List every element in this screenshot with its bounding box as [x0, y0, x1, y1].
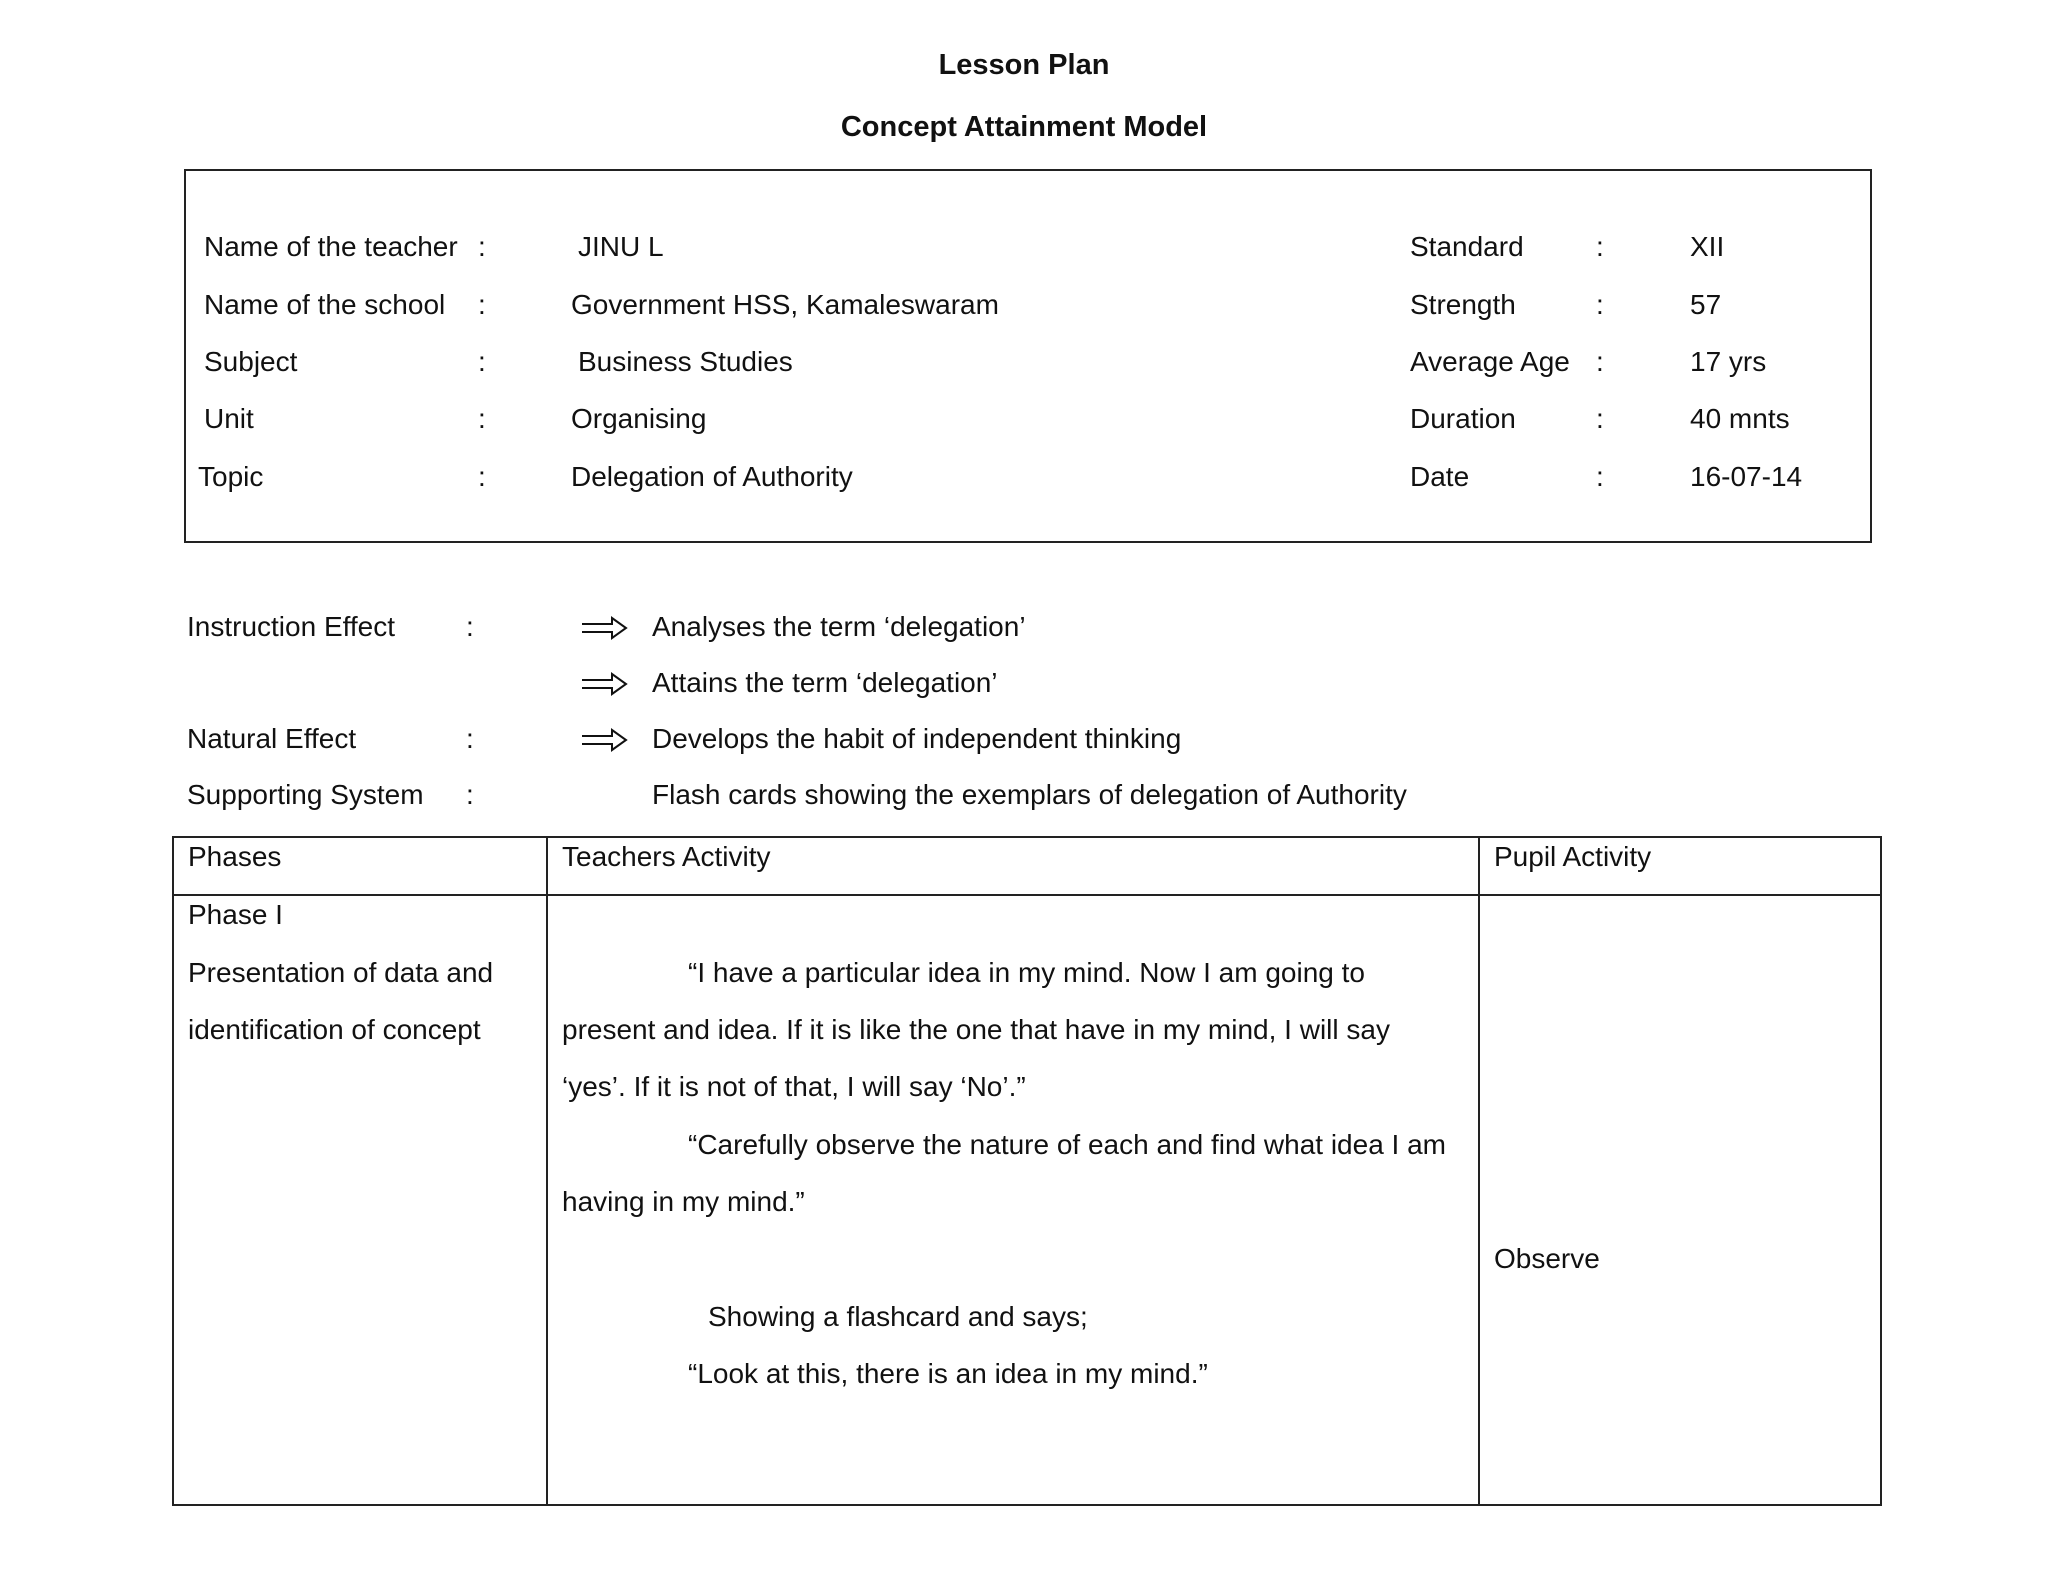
table-header-row	[173, 837, 1881, 895]
teacher-sep: :	[478, 231, 486, 262]
date-value: 16-07-14	[1690, 461, 1803, 492]
lesson-activity-table	[172, 836, 1882, 1506]
subject-value: Business Studies	[578, 346, 793, 377]
unit-label: Unit	[204, 403, 254, 434]
supporting-system-label: Supporting System	[187, 779, 424, 810]
strength-label: Strength	[1410, 289, 1516, 320]
header-pupil-activity	[1479, 837, 1881, 895]
natural-effect-label: Natural Effect	[187, 723, 357, 754]
phase-desc-line2: identification of concept	[188, 1014, 481, 1045]
table-row	[173, 895, 1881, 1505]
header-teachers-activity	[547, 837, 1479, 895]
header-teachers-activity-label: Teachers Activity	[562, 841, 771, 872]
natural-effect-item: Develops the habit of independent thinking	[652, 723, 1182, 754]
instruction-effect-item-1: Analyses the term ‘delegation’	[652, 611, 1026, 642]
pupil-activity-text: Observe	[1494, 1243, 1600, 1274]
topic-sep: :	[478, 461, 486, 492]
duration-label: Duration	[1410, 403, 1516, 434]
teacher-line-6: Showing a flashcard and says;	[708, 1301, 1088, 1332]
page-title: Lesson Plan	[938, 49, 1110, 81]
double-arrow-icon	[580, 616, 628, 640]
teacher-line-3: ‘yes’. If it is not of that, I will say ‘No’.”	[562, 1071, 1026, 1102]
header-pupil-activity-label: Pupil Activity	[1494, 841, 1652, 872]
teacher-activity-cell	[547, 895, 1479, 1505]
phase-cell	[173, 895, 547, 1505]
unit-value: Organising	[571, 403, 707, 434]
school-sep: :	[478, 289, 486, 320]
strength-sep: :	[1596, 289, 1604, 320]
date-sep: :	[1596, 461, 1604, 492]
lesson-info-box	[184, 169, 1872, 543]
teacher-line-1: “I have a particular idea in my mind. Now I am going to	[688, 957, 1365, 988]
instruction-effect-label: Instruction Effect	[187, 611, 396, 642]
standard-label: Standard	[1410, 231, 1524, 262]
duration-value: 40 mnts	[1690, 403, 1790, 434]
instruction-effect-item-2: Attains the term ‘delegation’	[652, 667, 998, 698]
school-label: Name of the school	[204, 289, 446, 320]
average-age-label: Average Age	[1410, 346, 1570, 377]
teacher-line-2: present and idea. If it is like the one that have in my mind, I will say	[562, 1014, 1390, 1045]
average-age-value: 17 yrs	[1690, 346, 1767, 377]
average-age-sep: :	[1596, 346, 1604, 377]
teacher-value: JINU L	[578, 231, 664, 262]
double-arrow-icon	[580, 672, 628, 696]
natural-effect-sep: :	[466, 723, 474, 754]
supporting-system-item: Flash cards showing the exemplars of delegation of Authority	[652, 779, 1407, 810]
topic-label: Topic	[198, 461, 264, 492]
teacher-line-4: “Carefully observe the nature of each and find what idea I am	[688, 1129, 1446, 1160]
strength-value: 57	[1690, 289, 1722, 320]
double-arrow-icon	[580, 728, 628, 752]
supporting-system-sep: :	[466, 779, 474, 810]
duration-sep: :	[1596, 403, 1604, 434]
school-value: Government HSS, Kamaleswaram	[571, 289, 999, 320]
unit-sep: :	[478, 403, 486, 434]
standard-sep: :	[1596, 231, 1604, 262]
instruction-effect-sep: :	[466, 611, 474, 642]
subject-sep: :	[478, 346, 486, 377]
teacher-line-7: “Look at this, there is an idea in my mind.”	[688, 1358, 1208, 1389]
page-subtitle: Concept Attainment Model	[840, 111, 1208, 143]
header-phases-label: Phases	[188, 841, 282, 872]
phase-name: Phase I	[188, 899, 283, 930]
subject-label: Subject	[204, 346, 298, 377]
pupil-activity-cell	[1479, 895, 1881, 1505]
topic-value: Delegation of Authority	[571, 461, 853, 492]
standard-value: XII	[1690, 231, 1725, 262]
teacher-line-5: having in my mind.”	[562, 1186, 805, 1217]
teacher-label: Name of the teacher	[204, 231, 458, 262]
header-phases	[173, 837, 547, 895]
date-label: Date	[1410, 461, 1470, 492]
phase-desc-line1: Presentation of data and	[188, 957, 494, 988]
